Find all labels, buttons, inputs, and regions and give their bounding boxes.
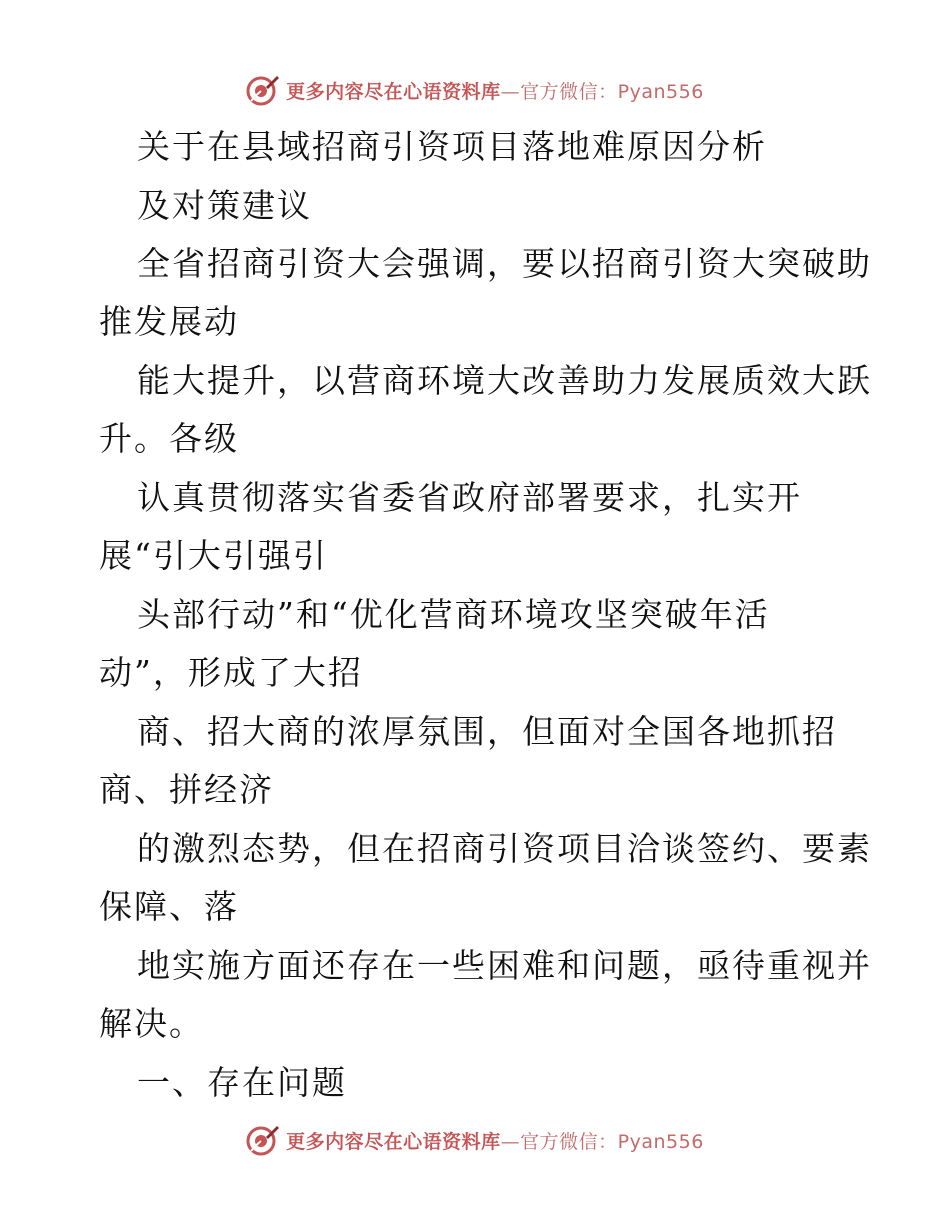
watermark-text: [286, 77, 704, 104]
watermark-separator: —: [500, 1130, 521, 1153]
watermark-main: 更多内容尽在心语资料库: [286, 80, 501, 103]
paragraph-line: 展“引大引强引: [99, 536, 328, 575]
footer-watermark: [0, 1118, 950, 1162]
paragraph-line: 全省招商引资大会强调，要以招商引资大突破助: [137, 244, 872, 283]
paragraph-line: 地实施方面还存在一些困难和问题，亟待重视并: [137, 946, 872, 985]
pen-logo-icon: [246, 73, 280, 107]
paragraph-line: 头部行动”和“优化营商环境攻坚突破年活: [137, 595, 770, 634]
paragraph-line: 能大提升，以营商环境大改善助力发展质效大跃: [137, 361, 872, 400]
paragraph-line: 商、拼经济: [99, 770, 274, 809]
section-heading: 一、存在问题: [137, 1063, 347, 1102]
watermark-contact: 官方微信：Pyan556: [520, 80, 704, 103]
watermark-text: [286, 1127, 704, 1154]
paragraph-line: 认真贯彻落实省委省政府部署要求，扎实开: [137, 478, 802, 517]
paragraph-line: 的激烈态势，但在招商引资项目洽谈签约、要素: [137, 829, 872, 868]
pen-logo-icon: [246, 1123, 280, 1157]
paragraph-line: 解决。: [99, 1004, 204, 1043]
document-title-line-2: 及对策建议: [137, 186, 312, 225]
watermark-separator: —: [500, 80, 521, 103]
paragraph-line: 动”，形成了大招: [99, 653, 363, 692]
header-watermark: [0, 68, 950, 112]
watermark-main: 更多内容尽在心语资料库: [286, 1130, 501, 1153]
paragraph-line: 保障、落: [99, 887, 239, 926]
document-title-line-1: 关于在县域招商引资项目落地难原因分析: [137, 127, 767, 166]
paragraph-line: 商、招大商的浓厚氛围，但面对全国各地抓招: [137, 712, 837, 751]
paragraph-line: 升。各级: [99, 419, 239, 458]
paragraph-line: 推发展动: [99, 302, 239, 341]
watermark-contact: 官方微信：Pyan556: [520, 1130, 704, 1153]
